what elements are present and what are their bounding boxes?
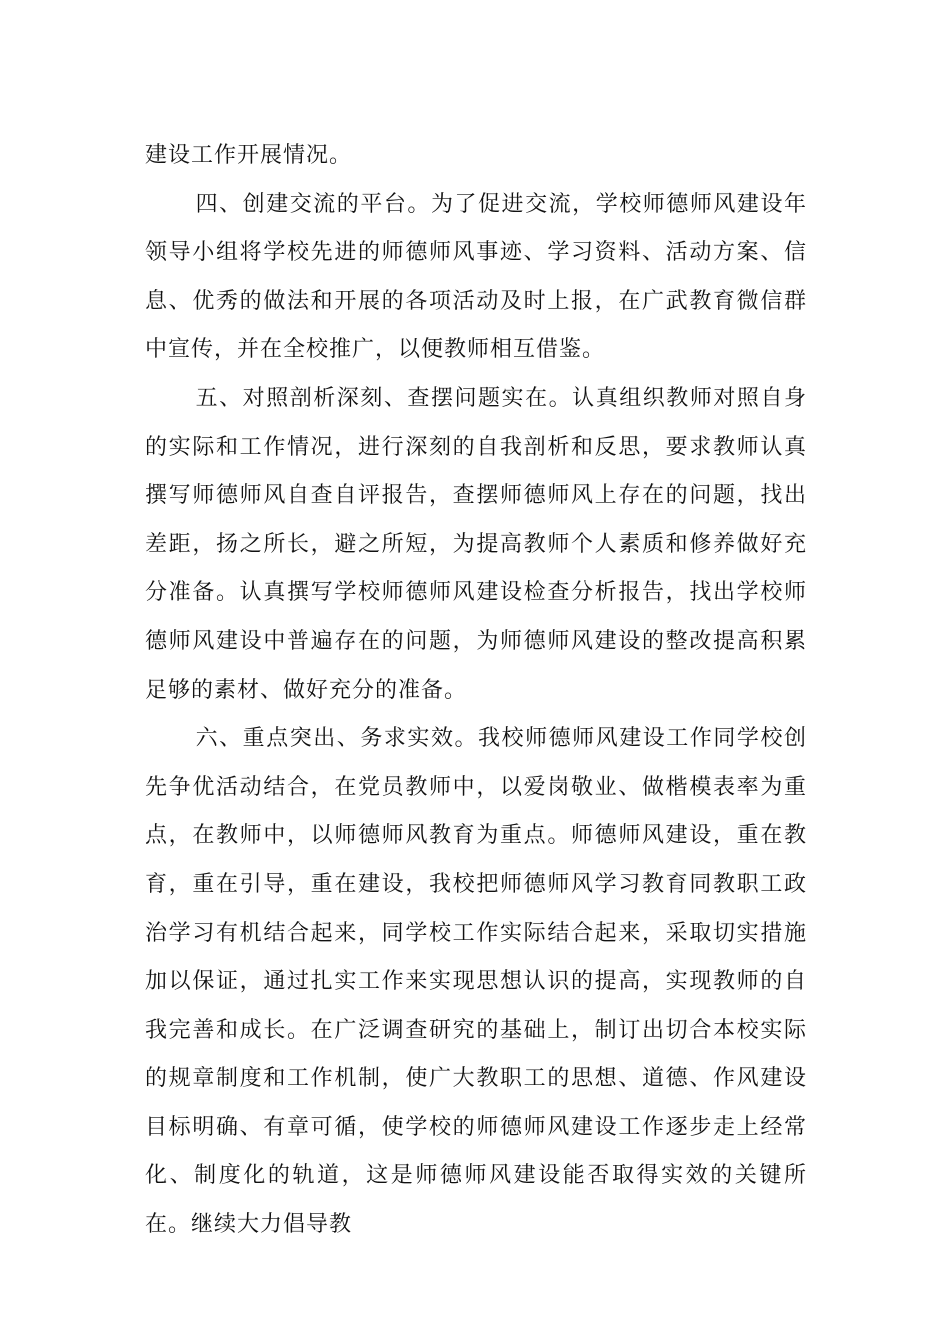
paragraph-continuation: 建设工作开展情况。 — [145, 143, 353, 168]
paragraph-section-6: 六、重点突出、务求实效。我校师德师风建设工作同学校创先争优活动结合，在党员教师中，以爱岗敬业、做楷模表率为重点，在教师中，以师德师风教育为重点。师德师风建设，重在教育，重在引导，重在建设，我校把师德师风学习教育同教职工政治学习有机结合起来，同学校工作实际结合起来，采取切实措施加以保证，通过扎实工作来实现思想认识的提高，实现教师的自我完善和成长。在广泛调查研究的基础上，制订出切合本校实际的规章制度和工作机制，使广大教职工的思想、道德、作风建设目标明确、有章可循，使学校的师德师风建设工作逐步走上经常化、制度化的轨道，这是师德师风建设能否取得实效的关键所在。继续大力倡导教 — [145, 726, 807, 1238]
document-body — [145, 132, 807, 1250]
paragraph-section-4: 四、创建交流的平台。为了促进交流，学校师德师风建设年领导小组将学校先进的师德师风事迹、学习资料、活动方案、信息、优秀的做法和开展的各项活动及时上报，在广武教育微信群中宣传，并在全校推广，以便教师相互借鉴。 — [145, 191, 807, 363]
paragraph-section-5: 五、对照剖析深刻、查摆问题实在。认真组织教师对照自身的实际和工作情况，进行深刻的自我剖析和反思，要求教师认真撰写师德师风自查自评报告，查摆师德师风上存在的问题，找出差距，扬之所长，避之所短，为提高教师个人素质和修养做好充分准备。认真撰写学校师德师风建设检查分析报告，找出学校师德师风建设中普遍存在的问题，为师德师风建设的整改提高积累足够的素材、做好充分的准备。 — [145, 385, 807, 703]
